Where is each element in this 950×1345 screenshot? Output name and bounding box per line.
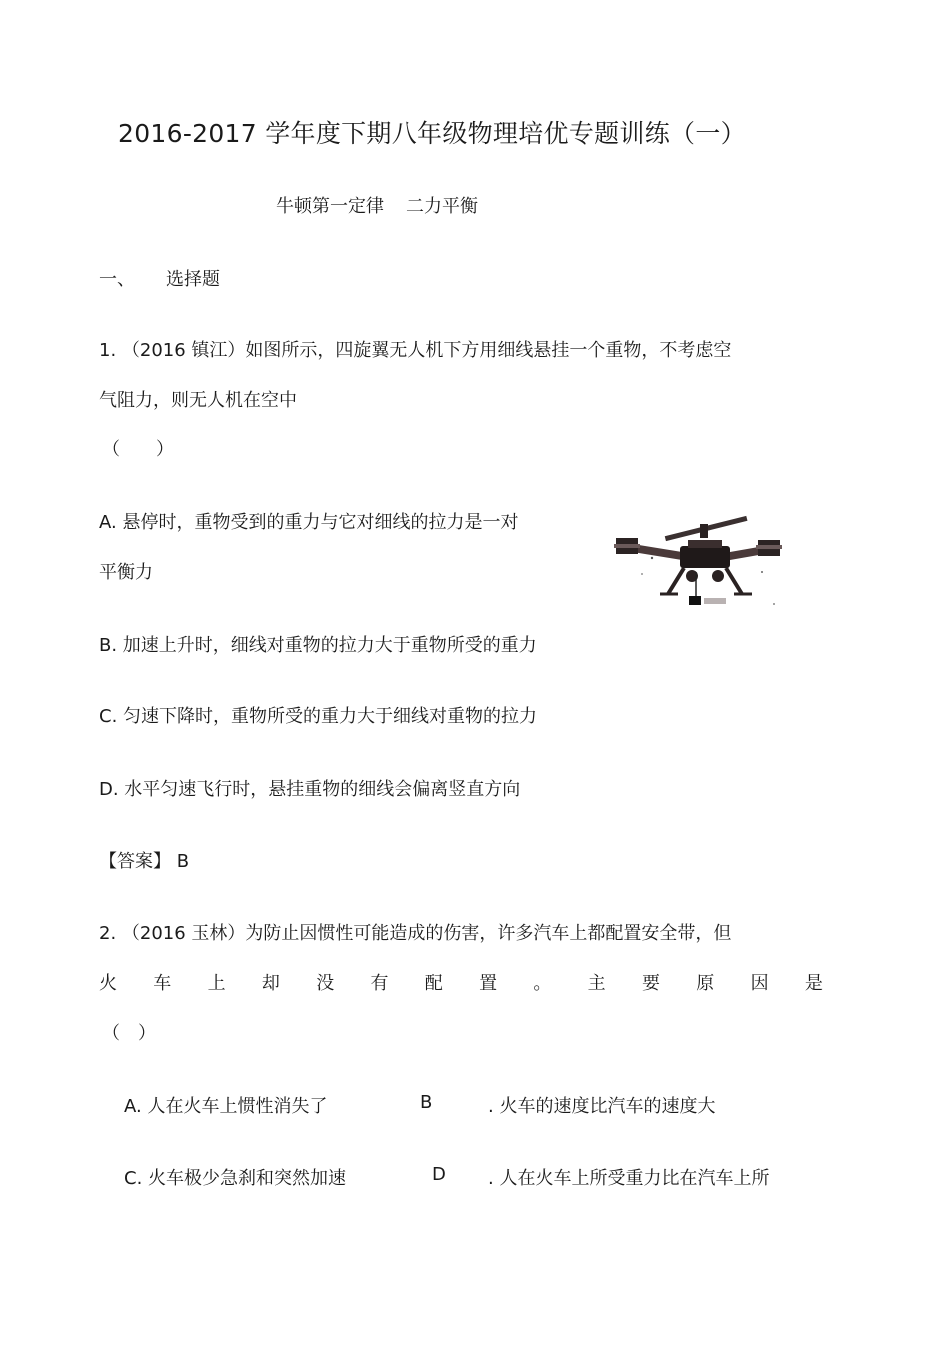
q1-option-a-line2: 平衡力	[99, 562, 153, 583]
section-name: 选择题	[166, 269, 220, 290]
q2-stem-line2	[99, 969, 823, 995]
q1-option-d: D. 水平匀速飞行时，悬挂重物的细线会偏离竖直方向	[99, 779, 521, 800]
q2-stem-char: 主	[587, 973, 606, 994]
q2-stem-char: 上	[207, 973, 226, 994]
q2-stem-char: 有	[370, 973, 389, 994]
section-number: 一、	[99, 269, 135, 290]
q2-option-d-text: . 人在火车上所受重力比在汽车上所	[488, 1168, 770, 1189]
subtitle-part2: 二力平衡	[406, 196, 478, 217]
q1-option-c: C. 匀速下降时，重物所受的重力大于细线对重物的拉力	[99, 706, 538, 727]
q1-option-b: B. 加速上升时，细线对重物的拉力大于重物所受的重力	[99, 635, 537, 656]
section-heading	[99, 265, 220, 291]
q2-stem-char: 没	[316, 973, 335, 994]
q2-stem-char: 是	[804, 973, 823, 994]
q2-stem-char: 。	[533, 973, 552, 994]
q1-answer: 【答案】 B	[99, 851, 190, 872]
q1-stem-line2: 气阻力，则无人机在空中	[99, 390, 297, 411]
q2-stem-line1: 2. （2016 玉林）为防止因惯性可能造成的伤害，许多汽车上都配置安全带，但	[99, 923, 732, 944]
q2-stem-char: 火	[99, 973, 117, 994]
q2-stem-char: 因	[750, 973, 769, 994]
subtitle-part1: 牛顿第一定律	[276, 196, 384, 217]
q2-answer-bracket: （ ）	[102, 1023, 156, 1044]
q2-option-d-letter: D	[432, 1164, 446, 1185]
q2-stem-char: 置	[479, 973, 498, 994]
q1-option-a-line1: A. 悬停时，重物受到的重力与它对细线的拉力是一对	[99, 512, 519, 533]
q1-stem-line1: 1. （2016 镇江）如图所示，四旋翼无人机下方用细线悬挂一个重物，不考虑空	[99, 340, 732, 361]
q2-option-b-text: . 火车的速度比汽车的速度大	[488, 1096, 716, 1117]
q2-stem-char: 车	[153, 973, 172, 994]
q2-option-b-letter: B	[420, 1092, 433, 1113]
q1-answer-bracket: （ ）	[102, 439, 174, 460]
subtitle	[276, 192, 478, 218]
q2-stem-char: 配	[424, 973, 443, 994]
page-title: 2016-2017 学年度下期八年级物理培优专题训练（一）	[118, 119, 746, 148]
quadcopter-drone-icon	[612, 514, 784, 610]
q2-stem-char: 要	[641, 973, 660, 994]
q2-option-c: C. 火车极少急刹和突然加速	[124, 1168, 347, 1189]
q2-stem-char: 原	[696, 973, 715, 994]
q2-option-a: A. 人在火车上惯性消失了	[124, 1096, 328, 1117]
q2-stem-char: 却	[261, 973, 280, 994]
